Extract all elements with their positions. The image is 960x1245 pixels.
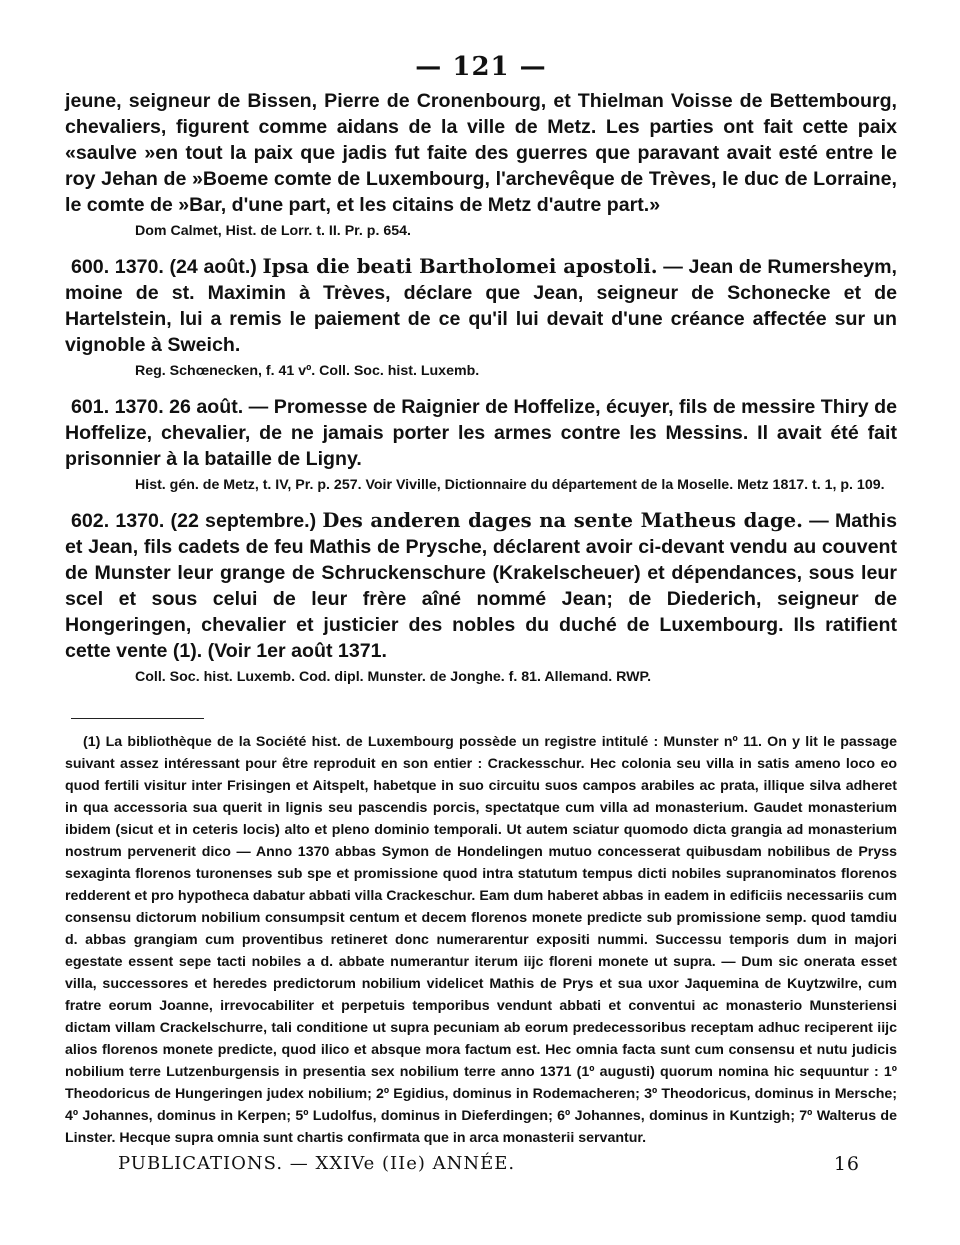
page-footer — [118, 1152, 860, 1176]
page-number: — 121 — — [415, 52, 547, 82]
entry-head: 602. 1370. (22 septembre.) — [71, 510, 317, 532]
footer-signature-number: 16 — [833, 1153, 860, 1175]
entry-text — [65, 508, 897, 664]
intro-text: jeune, seigneur de Bissen, Pierre de Cronenbourg, et Thielman Voisse de Bettembourg, chevaliers, figurent comme aidans de la ville de Metz. Les parties ont fait cette paix «saulve »en tout la paix que jadis fut faite des guerres que paravant avait esté entre le roy Jehan de »Boeme comte de Luxembourg, l'archevêque de Trèves, le duc de Lorraine, le comte de »Bar, d'une part, et les citains de Metz d'autre part.» — [65, 90, 897, 216]
entry-source: Hist. gén. de Metz, t. IV, Pr. p. 257. Voir Viville, Dictionnaire du département de la Moselle. Metz 1817. t. 1, p. 109. — [135, 477, 885, 493]
intro-source: Dom Calmet, Hist. de Lorr. t. II. Pr. p. 654. — [135, 223, 411, 239]
entry-body: — Jean de Rumersheym, moine de st. Maximin à Trèves, déclare que Jean, seigneur de Schonecke et de Hartelstein, lui a remis le paiement de ce qu'il lui devait d'une créance affectée sur un vignoble à Sweich. — [65, 256, 897, 356]
entry-601 — [65, 394, 897, 496]
footnote-divider — [71, 718, 204, 719]
entry-source: Coll. Soc. hist. Luxemb. Cod. dipl. Munster. de Jonghe. f. 81. Allemand. RWP. — [135, 669, 652, 685]
entry-text — [65, 394, 897, 472]
entry-body: — Mathis et Jean, fils cadets de feu Mathis de Prysche, déclarent avoir ci-devant vendu au couvent de Munster leur grange de Schruckenschure (Krakelscheuer) et dépendances, sous leur scel et sous celui de leur frère aîné nommé Jean; de Diederich, seigneur de Hongeringen, chevalier et justicier des nobles du duché de Luxembourg. Ils ratifient cette vente (1). (Voir 1er août 1371. — [65, 510, 897, 662]
entry-600 — [65, 254, 897, 382]
footer-publication: PUBLICATIONS. — XXIVe (IIe) ANNÉE. — [118, 1153, 516, 1174]
entry-body: — Promesse de Raignier de Hoffelize, écuyer, fils de messire Thiry de Hoffelize, chevalier, de ne jamais porter les armes contre les Messins. Il avait été fait prisonnier à la bataille de Ligny. — [65, 396, 897, 470]
entry-head: 600. 1370. (24 août.) — [71, 256, 257, 278]
entry-heading-gothic: Ipsa die beati Bartholomei apostoli. — [262, 255, 658, 278]
entry-heading-gothic: Des anderen dages na sente Matheus dage. — [322, 509, 803, 532]
entry-text — [65, 254, 897, 358]
intro-block — [65, 88, 897, 242]
entry-602 — [65, 508, 897, 688]
footnote: (1) La bibliothèque de la Société hist. de Luxembourg possède un registre intitulé : Munster nº 11. On y lit le passage suivant assez intéressant pour être reproduit en son entier : Crackesschur. Hec colonia seu villa in satis ameno loco eo quod fertili visitur inter Frisingen et Aitspelt, habetque in suo circuitu suos campos arabiles ac prata, illique silva adheret in qua accessoria sua querit in lignis seu pascendis porcis, spectatque cum villa ad monasterium. Gaudet monasterium ibidem (sicut et in ceteris locis) alto et pleno dominio temporali. Ut autem sciatur quomodo dicta grangia ad monasterium nostrum pervenerit dico — Anno 1370 abbas Symon de Hondelingen mutuo concesserat quibusdam nobilibus de Pryss sexaginta florenos turonenses sub spe et promissione quod intra statutum tempus dicti nobiles supranominatos florenos redderent et pro hypotheca dabatur abbati villa Crackeschur. Eam dum haberet abbas in eadem in edificiis necessariis cum consensu dictorum nobilium consumpsit centum et decem florenos monete predicte sub promissione semp. quod tamdiu d. abbas grangiam cum proventibus retineret donc numerarentur expositi nummi. Successu temporis dum in majori egestate essent sepe tacti nobiles a d. abbate numerantur iterum iijc floreni monete ut supra. — Dum sic onerata esset villa, successores et heredes predictorum nobilium videlicet Mathis de Prys et sua uxor Jaquemina de Kuytzwilre, cum fratre eorum Joanne, irrevocabiliter et perpetuis temporibus vendunt abbati et conventui ac monasterio Munsteriensi dictam villam Crackelschurre, tali conditione ut supra pecuniam ab eorum predecessoribus receptam adhuc reciperent iijc alios florenos monete predicte, quod ilico et absque mora factum est. Hec omnia facta sunt cum consensu et nutu judicis nobilium terre Lutzenburgensis in presentia sex nobilium terre anno 1371 (1º augusti) quorum nomina hic sequuntur : 1º Theodoricus de Hungeringen judex nobilium; 2º Egidius, dominus in Rodemacheren; 3º Theodoricus, dominus in Mersche; 4º Johannes, dominus in Kerpen; 5º Ludolfus, dominus in Dieferdingen; 6º Johannes, dominus in Kuntzigh; 7º Walterus de Linster. Hecque supra omnia sunt chartis confirmata que in arca monasterii servantur. — [65, 734, 897, 1146]
page — [65, 52, 897, 1149]
entry-head: 601. 1370. 26 août. — [71, 396, 244, 418]
entry-source: Reg. Schœnecken, f. 41 vº. Coll. Soc. hist. Luxemb. — [135, 363, 480, 379]
